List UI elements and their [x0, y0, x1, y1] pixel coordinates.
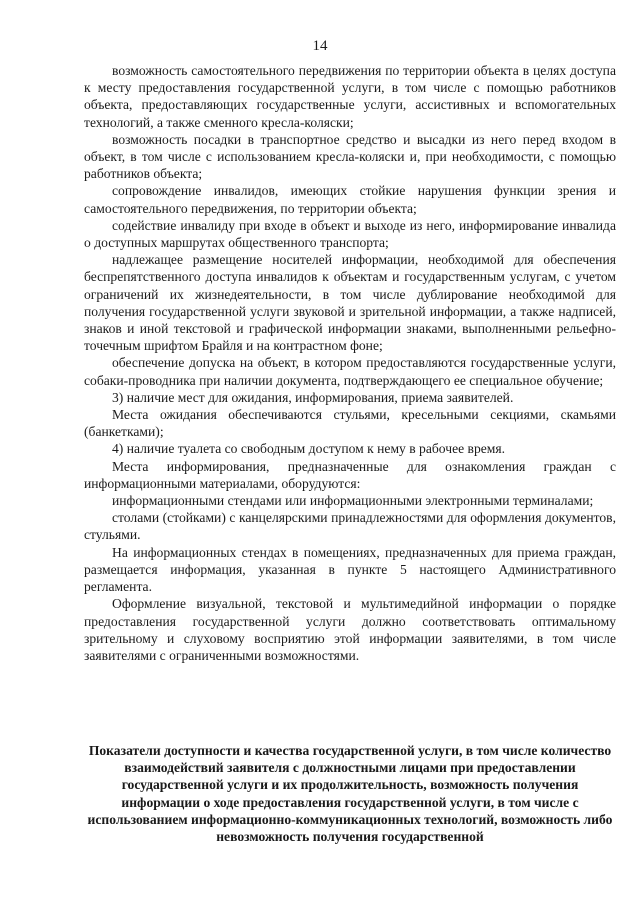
paragraph: Места информирования, предназначенные для ознакомления граждан с информационными материалами, оборудуются:: [84, 458, 616, 491]
paragraph: 3) наличие мест для ожидания, информирования, приема заявителей.: [112, 389, 514, 405]
section-heading: Показатели доступности и качества государственной услуги, в том числе количество взаимодействий заявителя с должностными лицами при предоставлении государственной услуги и их продолжительность, возможность получения информации о ходе предоставления государственной услуги, в том числе с использованием информационно-коммуникационных технологий, возможность либо невозможность получения государственной: [87, 743, 613, 845]
paragraph: Места ожидания обеспечиваются стульями, кресельными секциями, скамьями (банкетками);: [84, 407, 616, 440]
body-text: [84, 62, 616, 664]
paragraph: возможность самостоятельного передвижения по территории объекта в целях доступа к месту предоставления государственной услуги, в том числе с помощью работников объекта, предоставляющих государственные услуги, ассистивных и вспомогательных технологий, а также сменного кресла-коляски;: [84, 63, 616, 130]
page-number: 14: [312, 38, 328, 54]
paragraph: На информационных стендах в помещениях, предназначенных для приема граждан, размещается информация, указанная в пункте 5 настоящего Административного регламента.: [84, 544, 616, 595]
paragraph: содействие инвалиду при входе в объект и выходе из него, информирование инвалида о доступных маршрутах общественного транспорта;: [84, 217, 616, 251]
paragraph: возможность посадки в транспортное средство и высадки из него перед входом в объект, в том числе с использованием кресла-коляски и, при необходимости, с помощью работников объекта;: [84, 131, 616, 182]
paragraph: Оформление визуальной, текстовой и мультимедийной информации о порядке предоставления государственной услуги должно соответствовать оптимальному зрительному и слуховому восприятию этой информации заявителями, в том числе заявителями с ограниченными возможностями.: [84, 596, 616, 663]
paragraph: информационными стендами или информационными электронными терминалами;: [112, 493, 594, 509]
paragraph: надлежащее размещение носителей информации, необходимой для обеспечения беспрепятственного доступа инвалидов к объектам и государственным услугам, с учетом ограничений их жизнедеятельности, в том числе дублирование необходимой для получения государственной услуги звуковой и зрительной информации, а также надписей, знаков и иной текстовой и графической информации знаками, выполненными рельефно-точечным шрифтом Брайля и на контрастном фоне;: [84, 252, 616, 354]
paragraph: обеспечение допуска на объект, в котором предоставляются государственные услуги, собаки-проводника при наличии документа, подтверждающего ее специальное обучение;: [84, 355, 616, 388]
paragraph: сопровождение инвалидов, имеющих стойкие нарушения функции зрения и самостоятельного передвижения, по территории объекта;: [84, 183, 616, 216]
paragraph: 4) наличие туалета со свободным доступом к нему в рабочее время.: [112, 441, 506, 457]
paragraph: столами (стойками) с канцелярскими принадлежностями для оформления документов, стульями.: [84, 510, 616, 543]
